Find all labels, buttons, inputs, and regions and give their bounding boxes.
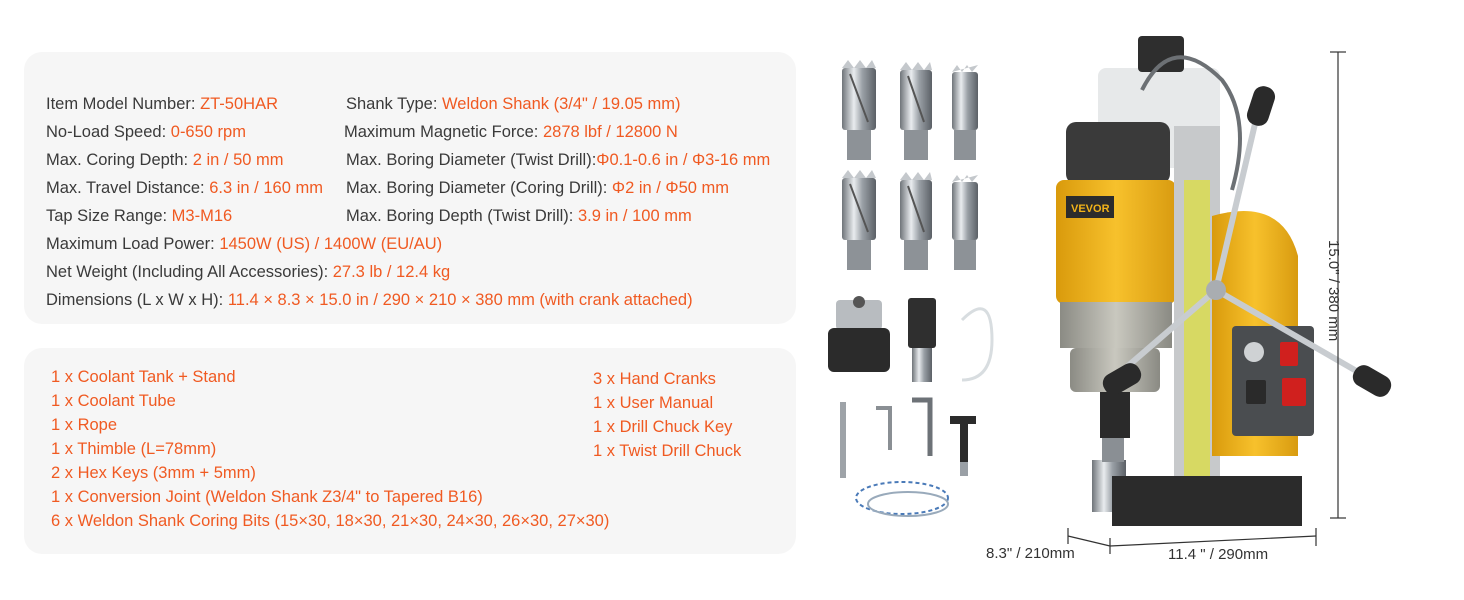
list-item: 1 x Twist Drill Chuck	[593, 442, 742, 460]
spec-weight: Net Weight (Including All Accessories): 27.3 lb / 12.4 kg	[46, 263, 451, 281]
spec-boring-depth: Max. Boring Depth (Twist Drill): 3.9 in / 100 mm	[346, 207, 692, 225]
list-item: 1 x Rope	[51, 416, 118, 434]
spec-travel: Max. Travel Distance: 6.3 in / 160 mm	[46, 179, 323, 197]
width-dimension-label: 8.3" / 210mm	[986, 545, 1075, 562]
list-item: 3 x Hand Cranks	[593, 370, 716, 388]
list-item: 6 x Weldon Shank Coring Bits (15×30, 18×30, 21×30, 24×30, 26×30, 27×30)	[51, 512, 610, 530]
list-item: 2 x Hex Keys (3mm + 5mm)	[51, 464, 256, 482]
spec-model: Item Model Number: ZT-50HAR	[46, 95, 278, 113]
spec-magnetic-force: Maximum Magnetic Force: 2878 lbf / 12800 N	[344, 123, 678, 141]
rope-icon	[856, 482, 948, 516]
chuck-key-icon	[950, 416, 976, 476]
hex-key-icon	[876, 400, 930, 456]
spec-twist-diameter: Max. Boring Diameter (Twist Drill):Φ0.1-0.6 in / Φ3-16 mm	[346, 151, 771, 169]
coolant-tube-icon	[962, 309, 992, 380]
list-item: 1 x User Manual	[593, 394, 714, 412]
coring-bit-icon	[842, 170, 876, 270]
spec-coring-depth: Max. Coring Depth: 2 in / 50 mm	[46, 151, 284, 169]
length-dimension-label: 11.4 " / 290mm	[1168, 546, 1269, 563]
list-item: 1 x Drill Chuck Key	[593, 418, 733, 436]
spec-speed: No-Load Speed: 0-650 rpm	[46, 123, 246, 141]
package-contents-card	[24, 348, 796, 554]
coring-bit-icon	[900, 62, 932, 160]
spec-load-power: Maximum Load Power: 1450W (US) / 1400W (EU/AU)	[46, 235, 443, 253]
list-item: 1 x Thimble (L=78mm)	[51, 440, 217, 458]
coring-bit-icon	[900, 172, 932, 270]
spec-dimensions: Dimensions (L x W x H): 11.4 × 8.3 × 15.0 in / 290 × 210 × 380 mm (with crank attached)	[46, 291, 693, 309]
brand-logo: VEVOR	[1071, 203, 1110, 215]
product-illustration	[812, 30, 1452, 590]
list-item: 1 x Coolant Tank + Stand	[51, 368, 236, 386]
spec-coring-diameter: Max. Boring Diameter (Coring Drill): Φ2 in / Φ50 mm	[346, 179, 730, 197]
thimble-icon	[840, 402, 846, 478]
magnetic-drill-machine	[1056, 36, 1395, 526]
length-dimension-line	[1110, 528, 1316, 546]
conversion-joint-icon	[908, 298, 936, 382]
coring-bit-icon	[952, 65, 978, 160]
specifications-card	[24, 52, 796, 324]
coring-bit-icon	[952, 175, 978, 270]
coring-bit-icon	[842, 60, 876, 160]
spec-tap-size: Tap Size Range: M3-M16	[46, 207, 233, 225]
drill-chuck-icon	[828, 296, 890, 372]
height-dimension-label: 15.0" / 380 mm	[1325, 240, 1342, 342]
spec-shank: Shank Type: Weldon Shank (3/4" / 19.05 mm)	[346, 95, 681, 113]
list-item: 1 x Conversion Joint (Weldon Shank Z3/4" to Tapered B16)	[51, 488, 483, 506]
list-item: 1 x Coolant Tube	[51, 392, 176, 410]
